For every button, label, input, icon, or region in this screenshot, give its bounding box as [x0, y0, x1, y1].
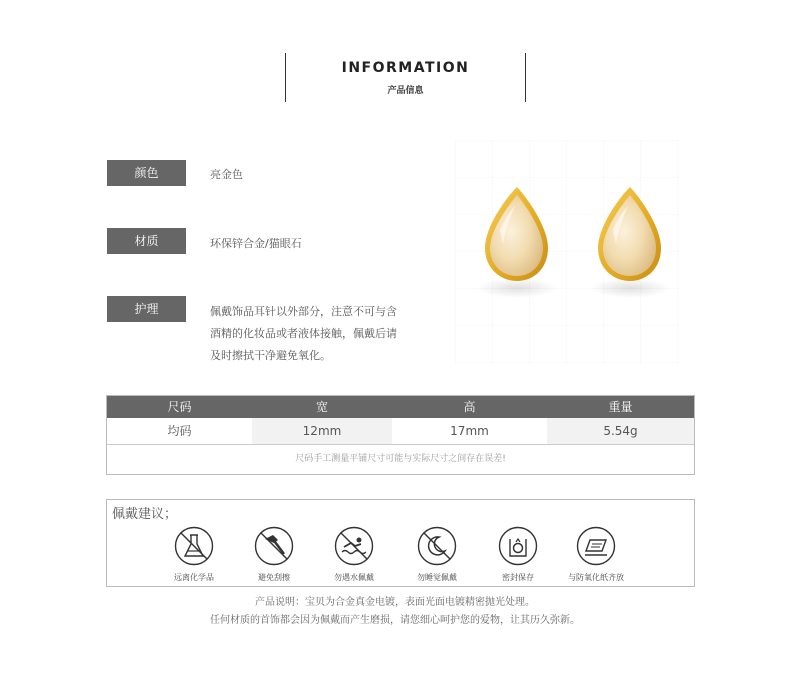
care-advice: 任何材质的首饰都会因为佩戴而产生磨损，请您细心呵护您的爱物，让其历久弥新。 — [210, 615, 580, 626]
page-subtitle: 产品信息 — [387, 86, 424, 96]
header-divider-right — [525, 53, 526, 102]
wear-label: 与防氧化纸齐放 — [568, 573, 624, 582]
hammer-icon — [254, 526, 294, 566]
header-height: 高 — [463, 400, 476, 414]
material-value: 环保锌合金/猫眼石 — [210, 237, 302, 250]
wear-title: 佩戴建议； — [112, 507, 178, 522]
no-swimming-icon — [334, 526, 374, 566]
wear-label: 密封保存 — [502, 573, 534, 582]
wear-label: 勿遇水佩戴 — [334, 573, 374, 582]
header-weight: 重量 — [608, 400, 633, 414]
care-line: 酒精的化妆品或者液体接触，佩戴后请 — [210, 327, 397, 340]
product-note: 产品说明：宝贝为合金真金电镀，表面光面电镀精密抛光处理。 — [255, 597, 535, 608]
size-table — [106, 395, 695, 475]
anti-oxidation-paper-icon — [576, 526, 616, 566]
sealed-ring-icon — [498, 526, 538, 566]
chemical-flask-icon — [174, 526, 214, 566]
care-text — [210, 301, 435, 367]
cell-weight: 5.54g — [547, 418, 694, 444]
color-value: 亮金色 — [210, 168, 243, 181]
care-line: 及时擦拭干净避免氧化。 — [210, 349, 331, 362]
wear-label: 远离化学品 — [174, 573, 214, 582]
material-label: 材质 — [107, 228, 186, 254]
size-table-header — [107, 396, 694, 418]
header-width: 宽 — [315, 400, 328, 414]
wear-label: 避免刮擦 — [258, 573, 290, 582]
wear-label: 勿睡觉佩戴 — [417, 573, 457, 582]
cell-width: 12mm — [252, 418, 392, 444]
care-label: 护理 — [107, 296, 186, 322]
wear-suggestions — [106, 499, 695, 587]
size-note: 尺码手工测量平铺尺寸可能与实际尺寸之间存在误差! — [295, 454, 506, 464]
no-sleep-moon-icon — [417, 526, 457, 566]
care-line: 佩戴饰品耳针以外部分，注意不可与含 — [210, 305, 397, 318]
page-title: INFORMATION — [341, 60, 470, 76]
cell-size: 均码 — [167, 424, 192, 438]
cell-height: 17mm — [450, 424, 489, 438]
header-size: 尺码 — [167, 400, 192, 414]
color-label: 颜色 — [107, 160, 186, 186]
product-image — [455, 140, 680, 365]
